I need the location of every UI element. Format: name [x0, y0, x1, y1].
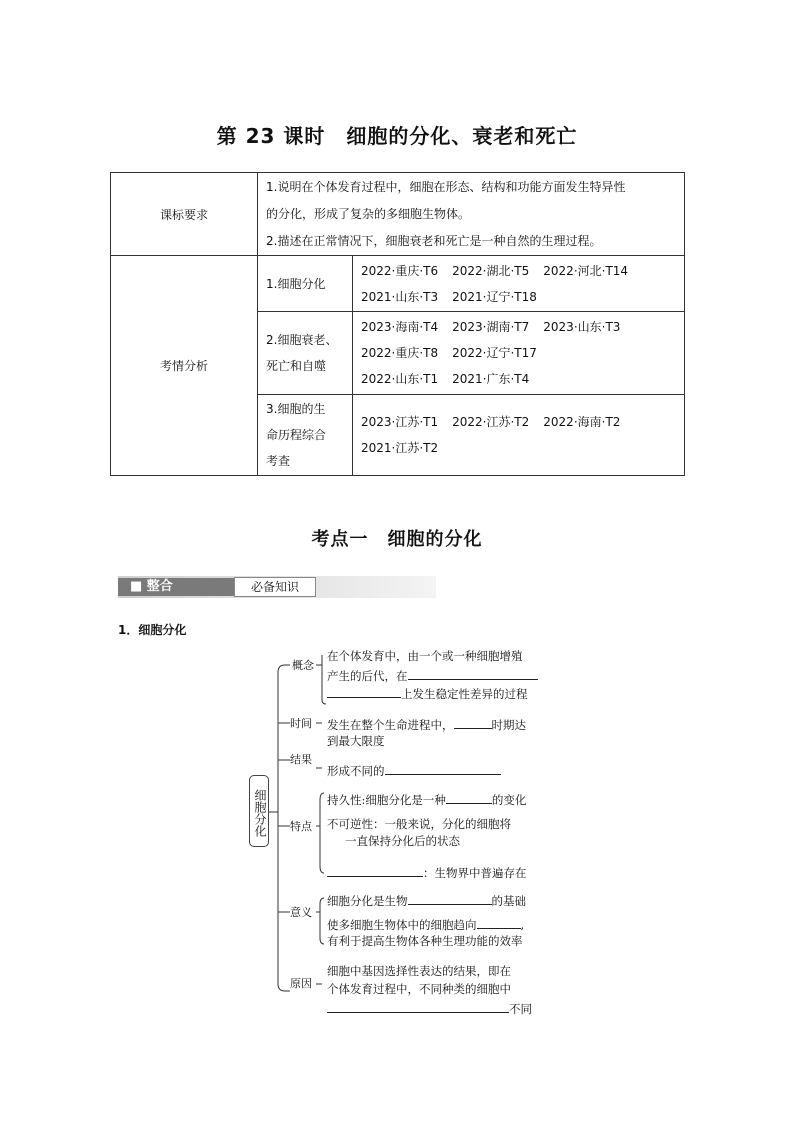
- req-line: 的分化，形成了复杂的多细胞生物体。: [266, 206, 471, 221]
- req-line: 1.说明在个体发育过程中，细胞在形态、结构和功能方面发生特异性: [266, 179, 626, 194]
- feature-line: 不可逆性：一般来说，分化的细胞将: [327, 817, 511, 831]
- req-label: 课标要求: [111, 173, 258, 256]
- feature-line: 一直保持分化后的状态: [345, 834, 460, 848]
- blank: [477, 914, 521, 929]
- page-title: 第 23 课时 细胞的分化、衰老和死亡: [216, 124, 578, 148]
- req-line: 2.描述在正常情况下，细胞衰老和死亡是一种自然的生理过程。: [266, 233, 602, 248]
- blank: [454, 714, 492, 729]
- blank: [327, 862, 423, 877]
- blank: [408, 890, 492, 905]
- exam-line: 2022·重庆·T8 2022·辽宁·T17: [361, 346, 537, 360]
- result-line: 形成不同的: [327, 760, 501, 780]
- topic-text: 2.细胞衰老、: [266, 333, 338, 347]
- label-reason: 原因: [290, 977, 312, 990]
- mindmap-root: 细胞分化: [249, 775, 269, 847]
- feature-line: 持久性:细胞分化是一种 的变化: [327, 789, 526, 809]
- banner-subtag: 必备知识: [234, 577, 316, 597]
- section-title: 考点一 细胞的分化: [311, 529, 483, 550]
- exam-line: 2021·山东·T3 2021·辽宁·T18: [361, 289, 537, 304]
- topic-text: 1.细胞分化: [266, 276, 326, 291]
- reason-line: 细胞中基因选择性表达的结果，即在: [327, 964, 511, 978]
- exam-line: 2023·江苏·T1 2022·江苏·T2 2022·海南·T2: [361, 415, 621, 429]
- label-concept: 概念: [292, 659, 314, 672]
- label-result: 结果: [290, 753, 312, 766]
- blank: [385, 760, 501, 775]
- concept-line: 上发生稳定性差异的过程: [327, 683, 528, 703]
- reason-line: 不同: [327, 998, 532, 1018]
- topic-text: 命历程综合: [266, 428, 327, 442]
- exam-line: 2021·江苏·T2: [361, 441, 439, 455]
- exam-line: 2022·山东·T1 2021·广东·T4: [361, 372, 530, 386]
- concept-line: 产生的后代，在: [327, 665, 538, 685]
- concept-line: 在个体发育中，由一个或一种细胞增殖: [327, 649, 523, 663]
- banner-tag: ■ 整合: [118, 578, 234, 596]
- exam-line: 2022·重庆·T6 2022·湖北·T5 2022·河北·T14: [361, 263, 629, 278]
- exam-line: 2023·海南·T4 2023·湖南·T7 2023·山东·T3: [361, 320, 621, 334]
- feature-line: ：生物界中普遍存在: [327, 862, 527, 882]
- label-meaning: 意义: [290, 906, 312, 919]
- analysis-label: 考情分析: [111, 256, 258, 476]
- topic-text: 死亡和自噬: [266, 359, 327, 373]
- meaning-line: 使多细胞生物体中的细胞趋向 ,: [327, 914, 524, 934]
- blank: [327, 998, 509, 1013]
- label-time: 时间: [290, 717, 312, 730]
- topic-text: 考查: [266, 454, 291, 468]
- subsection-heading: 1．细胞分化: [118, 623, 187, 637]
- blank: [327, 683, 401, 698]
- topic-text: 3.细胞的生: [266, 402, 326, 416]
- meaning-line: 有利于提高生物体各种生理功能的效率: [327, 934, 523, 948]
- time-line: 到最大限度: [327, 734, 385, 748]
- meaning-line: 细胞分化是生物 的基础: [327, 890, 526, 910]
- blank: [408, 665, 538, 680]
- blank: [446, 789, 492, 804]
- time-line: 发生在整个生命进程中， 时期达: [327, 714, 526, 734]
- label-feature: 特点: [290, 820, 312, 833]
- reason-line: 个体发育过程中，不同种类的细胞中: [327, 982, 511, 996]
